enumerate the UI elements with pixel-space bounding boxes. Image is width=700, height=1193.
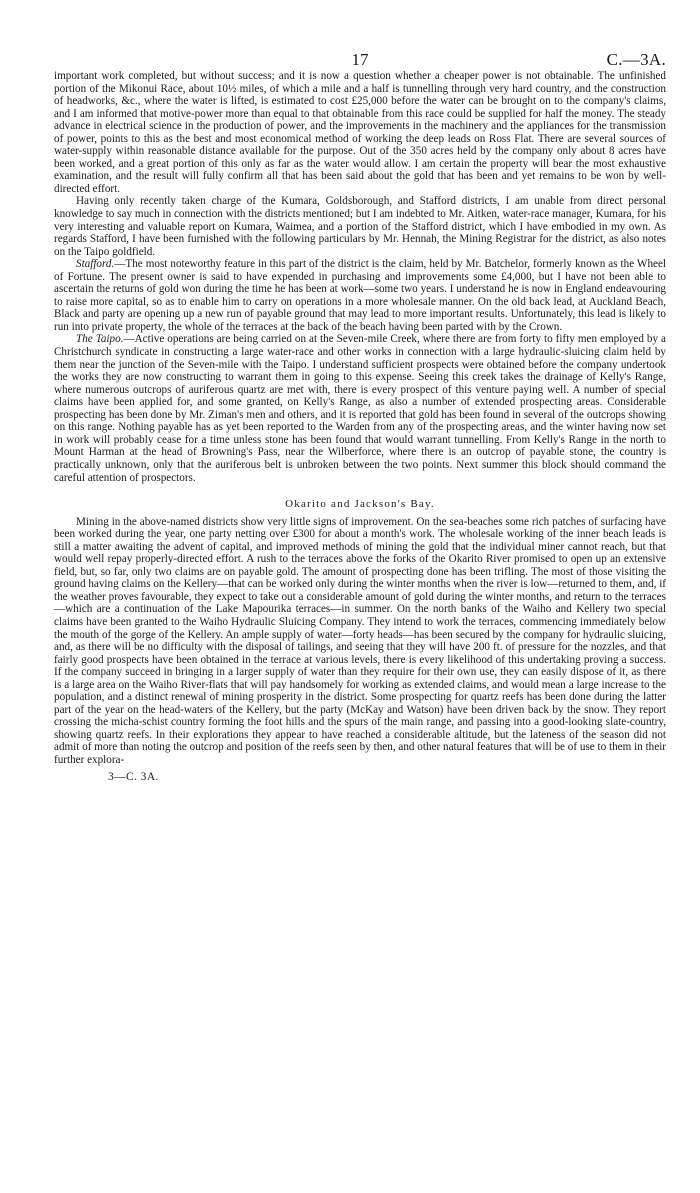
paragraph <box>54 70 666 195</box>
paragraph-text: Having only recently taken charge of the Kumara, Goldsborough, and Stafford districts, I am unable from direct personal knowledge to say much in connection with the districts mentioned; but I am indebted to Mr. Aitken, water-race manager, Kumara, for his very interesting and valuable report on Kumara, Waimea, and a portion of the Stafford district, which I have embodied in my own. As regards Stafford, I have been furnished with the following particulars by Mr. Hennah, the Mining Registrar for the district, as also notes on the Taipo goldfield. <box>54 195 666 258</box>
page-number: 17 <box>351 50 369 69</box>
document-reference: C.—3A. <box>606 50 666 69</box>
section-heading: Okarito and Jackson's Bay. <box>285 498 435 511</box>
paragraph <box>54 516 666 767</box>
paragraph-lead: Stafford. <box>76 258 115 271</box>
paragraph-text: important work completed, but without success; and it is now a question whether a cheaper power is not obtainable. The unfinished portion of the Mikonui Race, about 10½ miles, of which a mile and a half is tunnelling through very hard country, and the construction of headworks, &c., where the water is lifted, is estimated to cost £25,000 before the water can be brought on to the company's claims, and I am informed that motive-power more than equal to that obtainable from this race could be supplied for half the money. The steady advance in electrical science in the production of power, and the improvements in the machinery and the appliances for the transmission of power, points to this as the best and most economical method of working the deep leads on Ross Flat. There are several sources of water-supply within reasonable distance available for the purpose. Out of the 350 acres held by the company only about 8 acres have been worked, and a great portion of this only as far as the water would allow. I am certain the property will bear the most exhaustive examination, and the result will fully confirm all that has been said about the gold that has been and yet remains to be won by well-directed effort. <box>54 70 666 195</box>
page-header <box>54 42 666 70</box>
paragraph <box>54 333 666 484</box>
paragraph-text: —Active operations are being carried on at the Seven-mile Creek, where there are from forty to fifty men employed by a Christchurch syndicate in constructing a large water-race and other works in connection with a large hydraulic-sluicing claim held by them near the junction of the Seven-mile with the Taipo. I understand sufficient prospects were obtained before the company undertook the works they are now constructing to warrant them in going to this expense. Seeing this creek takes the drainage of Kelly's Range, where numerous outcrops of auriferous quartz are met with, there is every prospect of this venture paying well. A number of special claims have been applied for, and some granted, on Kelly's Range, as also a number of extended prospecting areas. Considerable prospecting has been done by Mr. Ziman's men and others, and it is reported that gold has been found in several of the outcrops showing on this range. Nothing payable has as yet been reported to the Warden from any of the prospecting areas, and the winter having now set in work will probably cease for a time unless stone has been found that would warrant tunnelling. From Kelly's Range in the north to Mount Harman at the head of Browning's Pass, near the Wilberforce, where there is an outcrop of payable stone, the country is practically unknown, only that the auriferous belt is unbroken between the two points. Next summer this block should command the careful attention of prospectors. <box>54 333 666 484</box>
paragraph-lead: The Taipo. <box>76 333 124 346</box>
paragraph <box>54 195 666 258</box>
paragraph-text: Mining in the above-named districts show very little signs of improvement. On the sea-beaches some rich patches of surfacing have been worked during the year, one party netting over £300 for about a month's work. The wholesale working of the inner beach leads is still a matter awaiting the advent of capital, and improved methods of mining the gold that the individual miner cannot reach, but that would well repay properly-directed effort. A rush to the terraces above the forks of the Okarito River promised to open up an extensive field, but, so far, only two claims are on payable gold. The amount of prospecting done has been trifling. The most of those visiting the ground having claims on the Kellery—that can be worked only during the winter months when the river is low—returned to them, and, if the weather proves favourable, they expect to take out a considerable amount of gold during the winter months, and return to the terraces—which are a continuation of the Lake Mapourika terraces—in summer. On the north banks of the Waiho and Kellery two special claims have been granted to the Waiho Hydraulic Sluicing Company. They intend to work the terraces, commencing immediately below the mouth of the gorge of the Kellery. An ample supply of water—forty heads—has been secured by the company for hydraulic sluicing, and, as there will be no difficulty with the disposal of tailings, and seeing that they will have 200 ft. of pressure for the nozzles, and that fairly good prospects have been obtained in the terrace at various levels, there is every likelihood of this undertaking proving a success. If the company succeed in bringing in a larger supply of water than they require for their own use, they can easily dispose of it, as there is a large area on the Waiho River-flats that will pay handsomely for working as extended claims, and would mean a large increase to the population, and a distinct renewal of mining prosperity in the district. Some prospecting for quartz reefs has been done during the latter part of the year on the head-waters of the Kellery, but the party (McKay and Watson) have been driven back by the snow. They report crossing the micha-schist country forming the foot hills and the spurs of the main range, and passing into a good-looking slate-country, showing quartz reefs. In their explorations they appear to have reached a considerable altitude, but the lateness of the season did not admit of more than noting the outcrop and position of the reefs seen by then, and other natural features that will be of use to them in their further explora- <box>54 515 666 766</box>
body-text <box>54 70 666 767</box>
footer-signature: 3—C. 3A. <box>108 770 159 783</box>
paragraph <box>54 258 666 333</box>
paragraph-text: —The most noteworthy feature in this part of the district is the claim, held by Mr. Batchelor, formerly known as the Wheel of Fortune. The present owner is said to have expended in purchasing and improvements some £4,000, but I have not been able to ascertain the returns of gold won during the time he has been at work—some two years. I understand he is now in England endeavouring to raise more capital, so as to enable him to carry on operations in a more wholesale manner. On the old back lead, at Auckland Beach, Black and party are opening up a new run of payable ground that may lead to more important results. Unfortunately, this lead is likely to run into private property, the whole of the terraces at the back of the beach having been parted with by the Crown. <box>54 258 666 333</box>
